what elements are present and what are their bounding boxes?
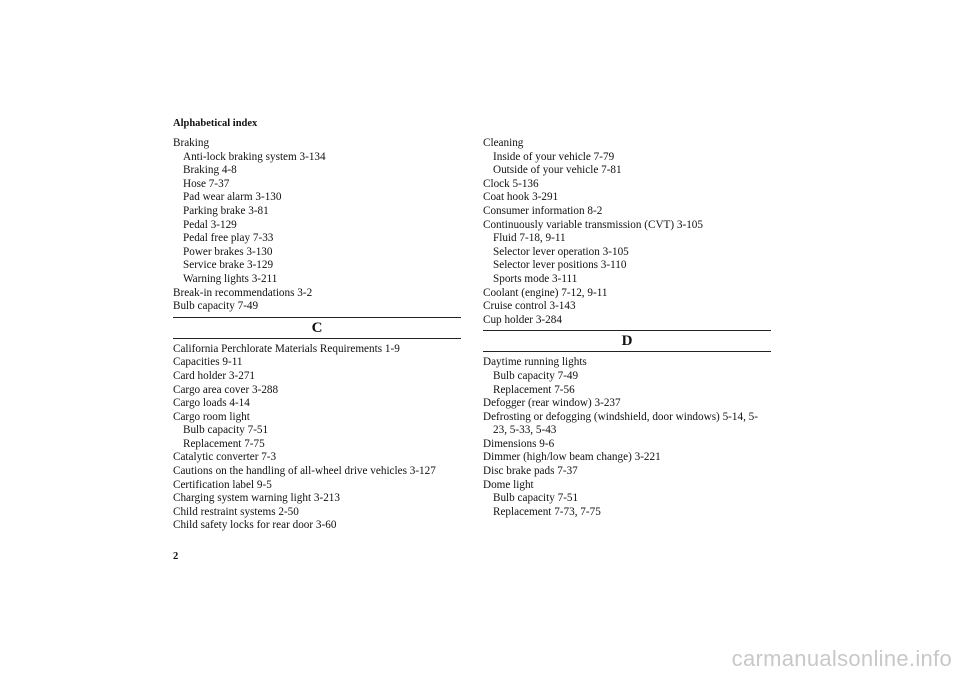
index-entry-text: Bulb capacity 7-49 (173, 300, 259, 313)
index-entry (483, 465, 771, 479)
index-entry (173, 287, 461, 301)
index-entry (173, 465, 461, 479)
section-letter-c: C (173, 317, 461, 339)
index-entry-text: Child restraint systems 2-50 (173, 505, 299, 518)
index-entry (483, 137, 771, 151)
index-subentry (483, 492, 771, 506)
index-entry-text: Replacement 7-75 (183, 437, 265, 450)
index-subentry (173, 246, 461, 260)
index-entry-text: Pedal 3-129 (183, 218, 237, 231)
watermark: carmanualsonline.info (731, 646, 952, 671)
index-entry-text: Replacement 7-73, 7-75 (493, 505, 601, 518)
index-entry-text: Selector lever positions 3-110 (493, 259, 627, 272)
index-subentry (483, 151, 771, 165)
index-entry (173, 411, 461, 425)
index-entry (483, 178, 771, 192)
index-entry-text: Sports mode 3-111 (493, 272, 578, 285)
page-header: Alphabetical index (173, 118, 258, 129)
index-entry-text: Fluid 7-18, 9-11 (493, 232, 566, 245)
index-subentry (173, 205, 461, 219)
index-entry (173, 300, 461, 314)
index-entry-text: Inside of your vehicle 7-79 (493, 150, 615, 163)
index-entry-text: Bulb capacity 7-51 (183, 424, 269, 437)
index-entry-text: Cleaning (483, 137, 524, 149)
index-entry (483, 205, 771, 219)
index-entry-text: Service brake 3-129 (183, 259, 274, 272)
index-entry (483, 314, 771, 328)
index-entry (483, 300, 771, 314)
index-entry-text: Hose 7-37 (183, 177, 230, 190)
index-entry (173, 479, 461, 493)
index-entry (173, 451, 461, 465)
index-entry (483, 438, 771, 452)
index-entry-text: Daytime running lights (483, 356, 587, 369)
index-entry (483, 287, 771, 301)
index-entry-text: Cautions on the handling of all-wheel drive vehicles 3-127 (173, 465, 436, 478)
index-entry-text: Coolant (engine) 7-12, 9-11 (483, 286, 608, 299)
index-entry (483, 397, 771, 411)
index-subentry (173, 273, 461, 287)
index-entry-text: Dimmer (high/low beam change) 3-221 (483, 451, 661, 464)
index-entry (173, 137, 461, 151)
index-entry-text: Consumer information 8-2 (483, 204, 603, 217)
index-entry-text: Charging system warning light 3-213 (173, 492, 340, 505)
index-entry (173, 397, 461, 411)
index-entry-text: Defogger (rear window) 3-237 (483, 397, 621, 410)
index-entry-text: Cargo area cover 3-288 (173, 383, 279, 396)
index-subentry (173, 438, 461, 452)
index-group-c (173, 343, 461, 533)
index-entry-text: Pedal free play 7-33 (183, 232, 274, 245)
index-group-c-continued (483, 137, 771, 327)
index-entry (483, 356, 771, 370)
index-subentry (483, 370, 771, 384)
index-subentry (173, 164, 461, 178)
index-entry-text: Defrosting or defogging (windshield, door windows) 5-14, 5- (483, 410, 758, 423)
index-entry-text: Replacement 7-56 (493, 383, 575, 396)
index-subentry (483, 384, 771, 398)
index-entry-text: Catalytic converter 7-3 (173, 451, 277, 464)
page-number: 2 (173, 551, 179, 562)
index-entry-text: Capacities 9-11 (173, 356, 243, 369)
section-letter-d: D (483, 330, 771, 352)
index-entry-text: Break-in recommendations 3-2 (173, 286, 313, 299)
index-entry-text: Card holder 3-271 (173, 369, 256, 382)
index-entry-text: Certification label 9-5 (173, 478, 272, 491)
index-column-right (483, 137, 771, 519)
index-entry-text: Braking 4-8 (183, 164, 237, 177)
index-subentry (483, 246, 771, 260)
index-entry (173, 370, 461, 384)
index-entry-text: Disc brake pads 7-37 (483, 465, 578, 478)
index-group-b (173, 137, 461, 314)
index-entry (173, 506, 461, 520)
index-entry-text: Clock 5-136 (483, 177, 539, 190)
index-entry (483, 219, 771, 233)
index-subentry (483, 506, 771, 520)
index-entry-text: Bulb capacity 7-51 (493, 492, 579, 505)
index-entry-text: Cargo room light (173, 410, 250, 423)
index-subentry (173, 232, 461, 246)
index-subentry (483, 259, 771, 273)
index-subentry (483, 164, 771, 178)
index-subentry (173, 178, 461, 192)
index-entry (483, 479, 771, 493)
index-entry-continuation: 23, 5-33, 5-43 (493, 424, 557, 437)
index-entry-text: Selector lever operation 3-105 (493, 245, 629, 258)
index-subentry (173, 259, 461, 273)
index-subentry (173, 219, 461, 233)
index-entry-text: Bulb capacity 7-49 (493, 369, 579, 382)
index-subentry (483, 232, 771, 246)
index-entry (173, 492, 461, 506)
index-entry-text: Cup holder 3-284 (483, 313, 562, 326)
index-entry-text: Outside of your vehicle 7-81 (493, 164, 622, 177)
index-subentry (173, 191, 461, 205)
index-entry-text: Continuously variable transmission (CVT) 3-105 (483, 218, 703, 231)
index-entry-text: Dome light (483, 478, 534, 491)
index-entry (173, 356, 461, 370)
index-entry-text: Pad wear alarm 3-130 (183, 191, 282, 204)
index-entry-text: Braking (173, 137, 210, 149)
index-entry-text: Cargo loads 4-14 (173, 397, 250, 410)
index-entry-text: Cruise control 3-143 (483, 300, 576, 313)
index-subentry (173, 151, 461, 165)
index-entry (483, 191, 771, 205)
index-subentry (173, 424, 461, 438)
index-column-left (173, 137, 461, 533)
index-entry (483, 451, 771, 465)
index-subentry (483, 273, 771, 287)
index-entry (483, 411, 771, 438)
index-entry-text: California Perchlorate Materials Requirements 1-9 (173, 342, 400, 355)
index-entry (173, 519, 461, 533)
index-group-d (483, 356, 771, 519)
index-entry-text: Coat hook 3-291 (483, 191, 559, 204)
index-entry (173, 343, 461, 357)
index-entry (173, 384, 461, 398)
index-entry-text: Warning lights 3-211 (183, 272, 278, 285)
index-entry-text: Anti-lock braking system 3-134 (183, 150, 326, 163)
index-entry-text: Child safety locks for rear door 3-60 (173, 519, 337, 532)
index-entry-text: Power brakes 3-130 (183, 245, 273, 258)
index-entry-text: Dimensions 9-6 (483, 437, 555, 450)
index-entry-text: Parking brake 3-81 (183, 204, 269, 217)
